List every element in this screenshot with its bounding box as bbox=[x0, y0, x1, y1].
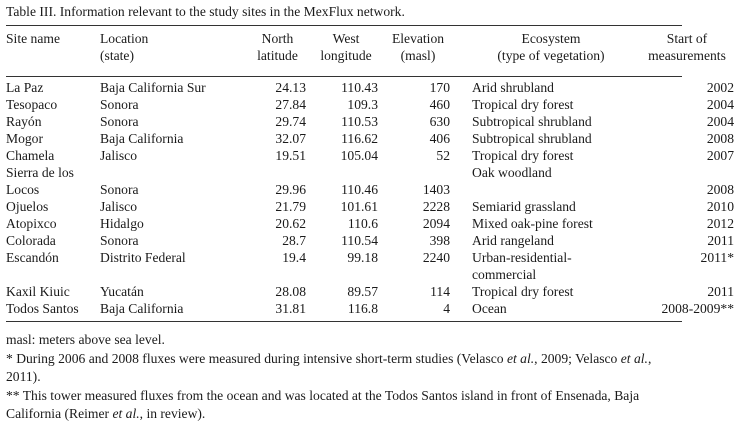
cell-ecosystem: Arid shrubland bbox=[472, 80, 554, 95]
cell-latitude: 31.81 bbox=[275, 301, 306, 316]
cell-elevation: 4 bbox=[443, 301, 450, 316]
cell-ecosystem: Semiarid grassland bbox=[472, 199, 576, 214]
cell-start: 2007 bbox=[706, 148, 734, 163]
note-footnote-1: * During 2006 and 2008 fluxes were measured during intensive short-term studies (Velasco et al., 2009; Velasco et al., 2011). bbox=[6, 350, 652, 384]
table-notes bbox=[6, 331, 682, 424]
cell-start: 2011 bbox=[707, 284, 734, 299]
cell-longitude: 110.54 bbox=[341, 233, 378, 248]
table-row bbox=[6, 164, 734, 198]
cell-start: 2011 bbox=[707, 233, 734, 248]
cell-ecosystem: Arid rangeland bbox=[472, 233, 554, 248]
cell-ecosystem: Tropical dry forest bbox=[472, 148, 574, 163]
cell-elevation: 630 bbox=[429, 114, 450, 129]
cell-site-name: Mogor bbox=[6, 131, 44, 146]
cell-start: 2008-2009** bbox=[661, 301, 734, 316]
cell-location: Sonora bbox=[100, 182, 139, 197]
header-rule bbox=[6, 76, 682, 77]
cell-location: Yucatán bbox=[100, 284, 144, 299]
cell-latitude: 20.62 bbox=[275, 216, 306, 231]
cell-start: 2008 bbox=[706, 131, 734, 146]
cell-longitude: 116.8 bbox=[347, 301, 378, 316]
cell-ecosystem: Mixed oak-pine forest bbox=[472, 216, 593, 231]
cell-start: 2008 bbox=[706, 182, 734, 197]
cell-location: Baja California bbox=[100, 131, 184, 146]
cell-longitude: 116.62 bbox=[341, 131, 378, 146]
header-longitude: West longitude bbox=[320, 31, 372, 63]
table-row bbox=[6, 130, 734, 147]
header-latitude: North latitude bbox=[257, 31, 298, 63]
cell-latitude: 32.07 bbox=[275, 131, 306, 146]
header-row bbox=[6, 30, 734, 75]
table-caption: Table III. Information relevant to the study sites in the MexFlux network. bbox=[6, 4, 405, 19]
table-row bbox=[6, 198, 734, 215]
cell-latitude: 19.51 bbox=[275, 148, 306, 163]
cell-site-name: Atopixco bbox=[6, 216, 57, 231]
cell-elevation: 2228 bbox=[422, 199, 450, 214]
table-body bbox=[6, 75, 734, 317]
cell-longitude: 110.46 bbox=[341, 182, 378, 197]
cell-latitude: 24.13 bbox=[275, 80, 306, 95]
cell-latitude: 28.08 bbox=[275, 284, 306, 299]
cell-elevation: 2240 bbox=[422, 250, 450, 265]
cell-latitude: 29.96 bbox=[275, 182, 306, 197]
cell-longitude: 110.6 bbox=[347, 216, 378, 231]
cell-latitude: 19.4 bbox=[282, 250, 306, 265]
cell-ecosystem: Subtropical shrubland bbox=[472, 114, 592, 129]
table-row bbox=[6, 300, 734, 317]
cell-elevation: 1403 bbox=[422, 182, 450, 197]
cell-start: 2010 bbox=[706, 199, 734, 214]
cell-latitude: 28.7 bbox=[282, 233, 306, 248]
header-ecosystem: Ecosystem (type of vegetation) bbox=[497, 31, 605, 63]
cell-start: 2002 bbox=[706, 80, 734, 95]
cell-location: Sonora bbox=[100, 97, 139, 112]
cell-ecosystem: Urban-residential- commercial bbox=[472, 250, 572, 282]
cell-longitude: 110.53 bbox=[341, 114, 378, 129]
table-row bbox=[6, 96, 734, 113]
table-row bbox=[6, 147, 734, 164]
cell-site-name: Chamela bbox=[6, 148, 55, 163]
cell-ecosystem: Subtropical shrubland bbox=[472, 131, 592, 146]
cell-start: 2012 bbox=[706, 216, 734, 231]
cell-location: Jalisco bbox=[100, 199, 137, 214]
cell-elevation: 406 bbox=[429, 131, 450, 146]
cell-site-name: Escandón bbox=[6, 250, 59, 265]
top-rule bbox=[6, 25, 682, 26]
cell-elevation: 170 bbox=[429, 80, 450, 95]
cell-elevation: 398 bbox=[429, 233, 450, 248]
header-elevation: Elevation (masl) bbox=[391, 31, 445, 63]
cell-latitude: 27.84 bbox=[275, 97, 306, 112]
cell-site-name: Ojuelos bbox=[6, 199, 49, 214]
cell-site-name: Todos Santos bbox=[6, 301, 79, 316]
table-row bbox=[6, 283, 734, 300]
cell-elevation: 460 bbox=[429, 97, 450, 112]
cell-site-name: La Paz bbox=[6, 80, 44, 95]
cell-latitude: 21.79 bbox=[275, 199, 306, 214]
sites-table bbox=[6, 30, 734, 317]
cell-longitude: 105.04 bbox=[340, 148, 378, 163]
cell-longitude: 101.61 bbox=[340, 199, 378, 214]
table-row bbox=[6, 249, 734, 283]
cell-location: Baja California bbox=[100, 301, 184, 316]
cell-start: 2011* bbox=[700, 250, 734, 265]
cell-ecosystem: Tropical dry forest bbox=[472, 97, 574, 112]
cell-site-name: Sierra de los Locos bbox=[6, 165, 74, 197]
header-location: Location (state) bbox=[100, 31, 149, 63]
cell-elevation: 52 bbox=[436, 148, 450, 163]
cell-location: Sonora bbox=[100, 233, 139, 248]
bottom-rule bbox=[6, 321, 682, 322]
cell-longitude: 110.43 bbox=[341, 80, 378, 95]
cell-start: 2004 bbox=[706, 114, 734, 129]
note-masl: masl: meters above sea level. bbox=[6, 332, 165, 347]
table-row bbox=[6, 215, 734, 232]
cell-longitude: 109.3 bbox=[347, 97, 378, 112]
cell-location: Sonora bbox=[100, 114, 139, 129]
cell-ecosystem: Oak woodland bbox=[472, 165, 552, 180]
header-start: Start of measurements bbox=[648, 31, 726, 63]
table-row bbox=[6, 113, 734, 130]
cell-location: Jalisco bbox=[100, 148, 137, 163]
cell-site-name: Colorada bbox=[6, 233, 56, 248]
header-site-name: Site name bbox=[6, 31, 60, 46]
table-row bbox=[6, 232, 734, 249]
cell-longitude: 99.18 bbox=[347, 250, 378, 265]
cell-location: Baja California Sur bbox=[100, 80, 206, 95]
cell-site-name: Tesopaco bbox=[6, 97, 58, 112]
cell-elevation: 2094 bbox=[422, 216, 450, 231]
cell-elevation: 114 bbox=[430, 284, 450, 299]
cell-location: Hidalgo bbox=[100, 216, 144, 231]
cell-longitude: 89.57 bbox=[347, 284, 378, 299]
table-row bbox=[6, 75, 734, 96]
note-footnote-2: ** This tower measured fluxes from the ocean and was located at the Todos Santos island in front of Ensenada, Baja California (Reimer et al., in review). bbox=[6, 387, 640, 421]
cell-location: Distrito Federal bbox=[100, 250, 186, 265]
cell-ecosystem: Tropical dry forest bbox=[472, 284, 574, 299]
cell-latitude: 29.74 bbox=[275, 114, 306, 129]
cell-site-name: Kaxil Kiuic bbox=[6, 284, 70, 299]
cell-ecosystem: Ocean bbox=[472, 301, 507, 316]
cell-site-name: Rayón bbox=[6, 114, 42, 129]
cell-start: 2004 bbox=[706, 97, 734, 112]
